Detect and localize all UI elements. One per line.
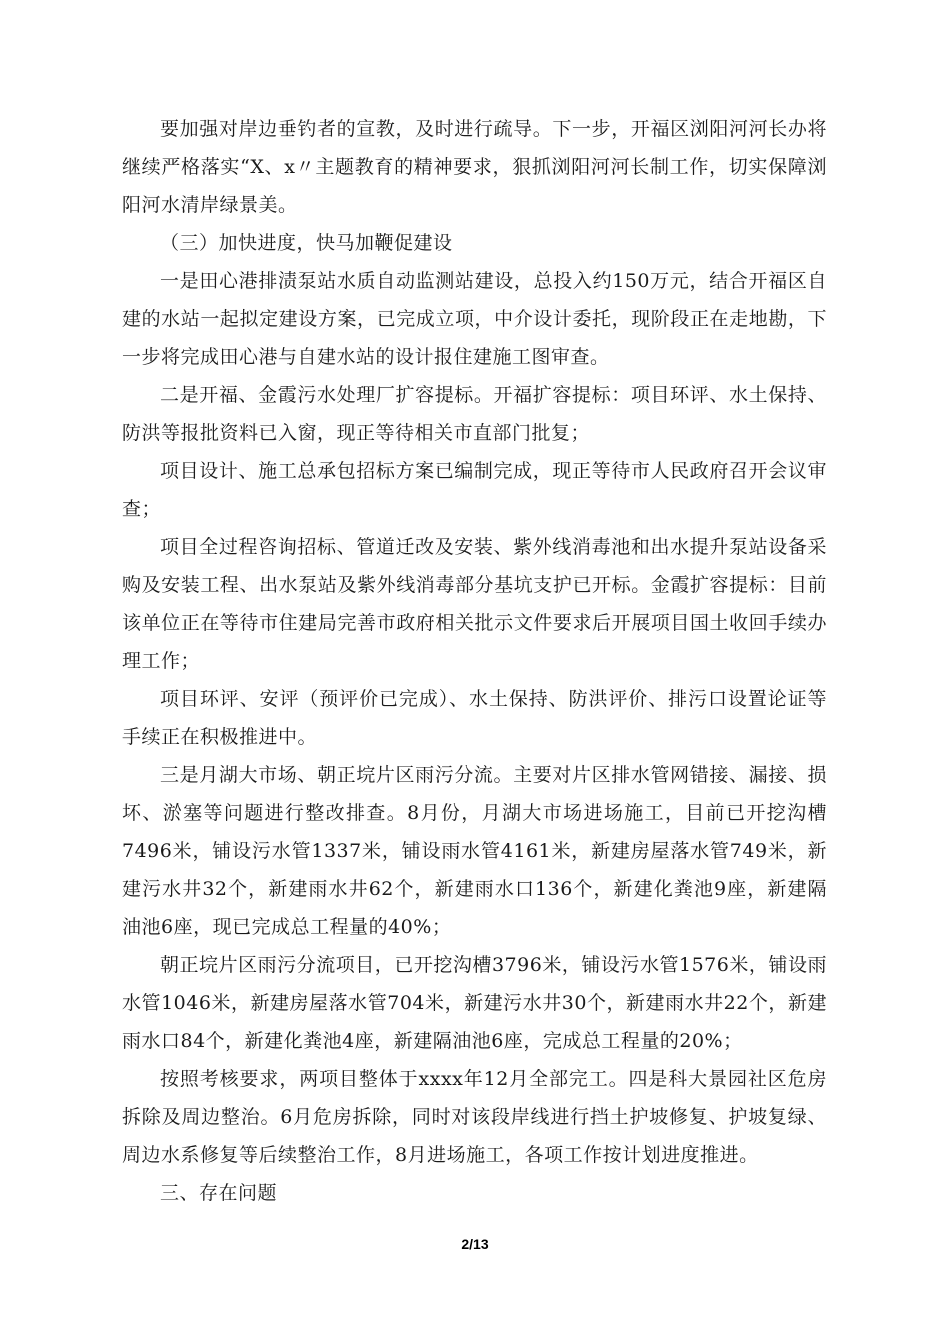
paragraph-design-tender: 项目设计、施工总承包招标方案已编制完成，现正等待市人民政府召开会议审查； [122, 460, 827, 520]
paragraph-chaozhengyuan: 朝正垸片区雨污分流项目，已开挖沟槽3796米，铺设污水管1576米，铺设雨水管1046米，新建房屋落水管704米，新建污水井30个，新建雨水井22个，新建雨水口84个，新建化粪池4座，新建隔油池6座，完成总工程量的20%； [122, 954, 827, 1052]
paragraph-monitoring-station: 一是田心港排渍泵站水质自动监测站建设，总投入约150万元，结合开福区自建的水站一起拟定建设方案，已完成立项，中介设计委托，现阶段正在走地勘，下一步将完成田心港与自建水站的设计报住建施工图审查。 [122, 270, 827, 368]
paragraph-publicity: 要加强对岸边垂钓者的宣教，及时进行疏导。下一步，开福区浏阳河河长办将继续严格落实“X、x〃主题教育的精神要求，狠抓浏阳河河长制工作，切实保障浏阳河水清岸绿景美。 [122, 118, 827, 216]
section-heading-speed-up: （三）加快进度，快马加鞭促建设 [160, 232, 453, 254]
paragraph-sewage-plant-expansion: 二是开福、金霞污水处理厂扩容提标。开福扩容提标：项目环评、水土保持、防洪等报批资料已入窗，现正等待相关市直部门批复； [122, 384, 827, 444]
paragraph-environmental-review: 项目环评、安评（预评价已完成）、水土保持、防洪评价、排污口设置论证等手续正在积极推进中。 [122, 688, 827, 748]
paragraph-completion-schedule: 按照考核要求，两项目整体于xxxx年12月全部完工。四是科大景园社区危房拆除及周边整治。6月危房拆除，同时对该段岸线进行挡土护坡修复、护坡复绿、周边水系修复等后续整治工作，8月进场施工，各项工作按计划进度推进。 [122, 1068, 827, 1166]
paragraph-yuehu-market: 三是月湖大市场、朝正垸片区雨污分流。主要对片区排水管网错接、漏接、损坏、淤塞等问题进行整改排查。8月份，月湖大市场进场施工，目前已开挖沟槽7496米，铺设污水管1337米，铺设雨水管4161米，新建房屋落水管749米，新建污水井32个，新建雨水井62个，新建雨水口136个，新建化粪池9座，新建隔油池6座，现已完成总工程量的40%； [122, 764, 827, 938]
page-number: 2/13 [461, 1236, 489, 1252]
paragraph-consulting-tender: 项目全过程咨询招标、管道迁改及安装、紫外线消毒池和出水提升泵站设备采购及安装工程、出水泵站及紫外线消毒部分基坑支护已开标。金霞扩容提标：目前该单位正在等待市住建局完善市政府相关批示文件要求后开展项目国土收回手续办理工作； [122, 536, 827, 672]
section-heading-problems: 三、存在问题 [160, 1182, 278, 1204]
document-body [122, 110, 827, 1212]
